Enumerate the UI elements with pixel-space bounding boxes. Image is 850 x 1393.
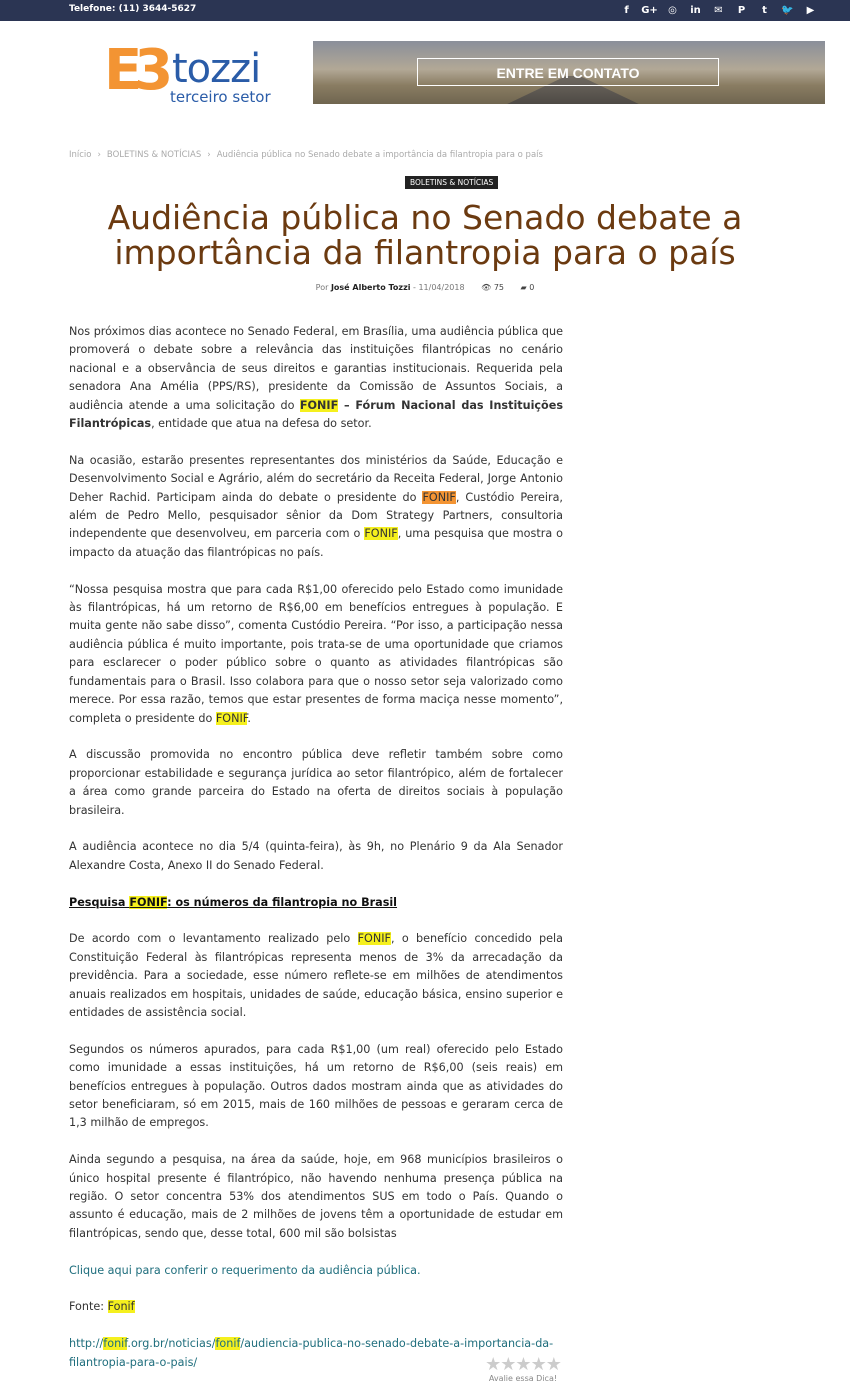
instagram-icon[interactable]: ◎ <box>668 5 677 16</box>
breadcrumb <box>69 150 543 160</box>
comment-icon: ▰ <box>520 283 527 292</box>
eye-icon: 👁 <box>481 283 492 292</box>
contact-banner[interactable] <box>313 41 825 104</box>
paragraph: “Nossa pesquisa mostra que para cada R$1,00 oferecido pelo Estado como imunidade às filantrópicas, há um retorno de R$6,00 em benefícios entregues à população. E muita gente não sabe disso”, comenta Custódio Pereira. “Por isso, a participação nessa audiência pública é muito importante, pois trata-se de uma oportunidade que criamos para esclarecer o poder público sobre o quanto as atividades filantrópicas são fundamentais para o Brasil. Isso colabora para que o nosso setor seja valorizado como merece. Por essa razão, temos que estar presentes de forma maciça nesse momento”, completa o presidente do FONIF. <box>69 582 563 725</box>
contact-button[interactable]: ENTRE EM CONTATO <box>417 58 719 86</box>
facebook-icon[interactable]: f <box>624 5 629 16</box>
paragraph: A audiência acontece no dia 5/4 (quinta-feira), às 9h, no Plenário 9 da Ala Senador Alexandre Costa, Anexo II do Senado Federal. <box>69 840 563 872</box>
breadcrumb-separator-icon: › <box>97 150 101 160</box>
meta-comments[interactable]: 0 <box>529 283 535 292</box>
logo-mark: E3 <box>104 38 166 103</box>
meta-date: 11/04/2018 <box>418 283 465 292</box>
breadcrumb-section[interactable]: BOLETINS & NOTÍCIAS <box>106 150 202 160</box>
logo-subtitle: terceiro setor <box>170 88 271 106</box>
meta-sep: - <box>413 283 416 292</box>
section-heading: Pesquisa FONIF: os números da filantropia no Brasil <box>69 895 398 909</box>
paragraph: Na ocasião, estarão presentes representantes dos ministérios da Saúde, Educação e Desenvolvimento Social e Agrário, além do secretário da Receita Federal, Jorge Antonio Deher Rachid. Participam ainda do debate o presidente do FONIF, Custódio Pereira, além de Pedro Mello, pesquisador sênior da Dom Strategy Partners, consultoria independente que desenvolveu, em parceria com o FONIF, uma pesquisa que mostra o impacto da atuação das filantrópicas no país. <box>69 453 564 559</box>
google-plus-icon[interactable]: G+ <box>641 5 658 16</box>
requirement-link[interactable]: Clique aqui para conferir o requerimento da audiência pública. <box>69 1263 421 1277</box>
linkedin-icon[interactable]: in <box>690 5 701 16</box>
social-links <box>615 3 822 18</box>
star-rating-icon[interactable]: ★★★★★ <box>485 1354 561 1375</box>
paragraph: Ainda segundo a pesquisa, na área da saúde, hoje, em 968 municípios brasileiros o único hospital presente é filantrópico, não havendo nenhuma presença pública na região. O setor concentra 53% dos atendimentos SUS em todo o País. Quando o assunto é educação, mais de 2 milhões de jovens têm a oportunidade de estudar em filantrópicas, sendo que, desse total, 600 mil são bolsistas <box>69 1153 563 1240</box>
post-meta <box>0 283 850 292</box>
source-link[interactable]: http://fonif.org.br/noticias/fonif/audiencia-publica-no-senado-debate-a-importancia-da-filantropia-para-o-pais/ <box>69 1337 554 1369</box>
paragraph: Nos próximos dias acontece no Senado Federal, em Brasília, uma audiência pública que promoverá o debate sobre a relevância das instituições filantrópicas no cenário nacional e a observância de seus direitos e garantias institucionais. Requerida pela senadora Ana Amélia (PPS/RS), presidente da Comissão de Assuntos Sociais, a audiência atende a uma solicitação do FONIF – Fórum Nacional das Instituições Filantrópicas, entidade que atua na defesa do setor. <box>69 325 563 431</box>
meta-by: Por <box>315 283 329 292</box>
breadcrumb-separator-icon: › <box>207 150 211 160</box>
source-line: Fonte: Fonif <box>69 1300 135 1314</box>
paragraph: Segundos os números apurados, para cada R$1,00 (um real) oferecido pelo Estado como imunidade a essas instituições, há um retorno de R$6,00 (seis reais) em benefícios entregues à população. Outros dados mostram ainda que as atividades do setor beneficiaram, só em 2015, mais de 160 milhões de pessoas e geraram cerca de 1,3 milhão de empregos. <box>69 1042 563 1130</box>
meta-views: 75 <box>493 283 504 292</box>
page-title: Audiência pública no Senado debate a importância da filantropia para o país <box>107 198 743 272</box>
article-body <box>69 323 563 1390</box>
mail-icon[interactable]: ✉ <box>714 5 723 16</box>
rating-widget <box>478 1356 568 1383</box>
top-bar <box>0 0 850 21</box>
rating-label: Avalie essa Dica! <box>488 1374 558 1383</box>
paragraph <box>69 1262 563 1280</box>
phone-number: Telefone: (11) 3644-5627 <box>69 4 197 14</box>
meta-author[interactable]: José Alberto Tozzi <box>330 283 411 292</box>
breadcrumb-current: Audiência pública no Senado debate a importância da filantropia para o país <box>216 150 543 160</box>
breadcrumb-home[interactable]: Início <box>69 150 92 160</box>
pinterest-icon[interactable]: P <box>737 5 746 16</box>
category-badge[interactable]: BOLETINS & NOTÍCIAS <box>405 176 498 189</box>
tumblr-icon[interactable]: t <box>762 5 767 16</box>
site-logo[interactable] <box>104 38 284 106</box>
twitter-icon[interactable]: 🐦 <box>781 5 794 16</box>
paragraph: De acordo com o levantamento realizado pelo FONIF, o benefício concedido pela Constituição Federal às filantrópicas representa menos de 3% da arrecadação da previdência. Para a sociedade, esse número reflete-se em milhões de atendimentos anuais realizados em hospitais, unidades de saúde, educação básica, ensino superior e entidades de assistência social. <box>69 932 563 1019</box>
youtube-icon[interactable]: ▶ <box>806 5 815 16</box>
logo-name: tozzi <box>172 46 261 92</box>
paragraph: A discussão promovida no encontro pública deve refletir também sobre como proporcionar estabilidade e segurança jurídica ao setor filantrópico, além de fortalecer a área como grande parceira do Estado na oferta de direitos sociais à população brasileira. <box>69 748 563 817</box>
